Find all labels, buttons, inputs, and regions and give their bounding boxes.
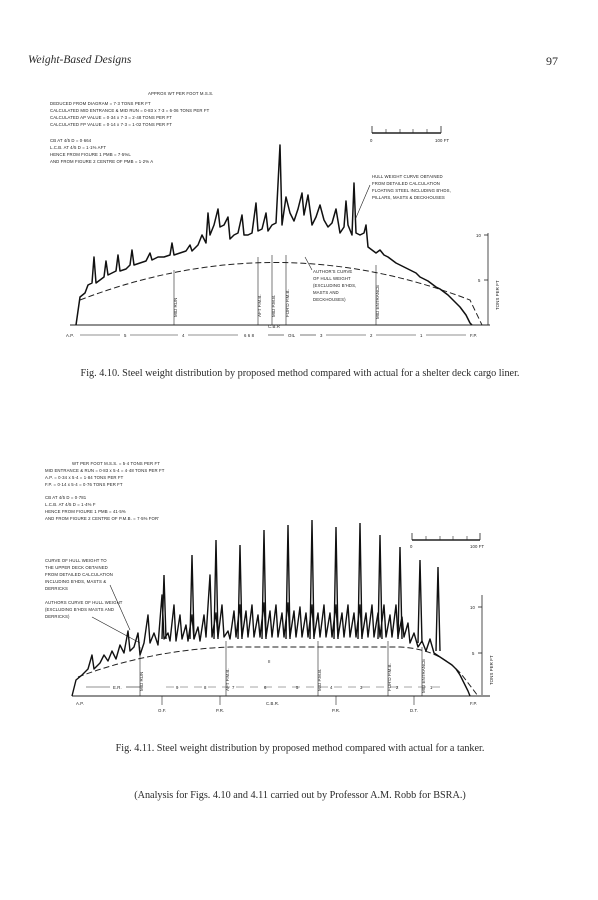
page-number: 97 [546, 54, 558, 68]
label-ap: A.P. [76, 701, 84, 706]
scale-zero: 0 [410, 544, 413, 549]
svg-text:6 6 8: 6 6 8 [244, 333, 255, 338]
label-ap: A.P. [66, 333, 74, 338]
running-head: Weight-Based Designs [28, 54, 132, 66]
svg-text:E.R.: E.R. [113, 685, 122, 690]
note-3: CALCULATED MID ENTRANCE & MID RUN = 0·83 x 7·3 = 6·06 TONS PER FT [50, 108, 210, 113]
svg-text:D.T.: D.T. [410, 708, 419, 713]
y-tick-5: 5 [478, 278, 481, 283]
y-axis [470, 595, 494, 695]
svg-text:O.F.: O.F. [158, 708, 167, 713]
svg-text:1: 1 [430, 685, 433, 690]
y-axis-label: TONS PER FT [489, 655, 494, 685]
note-1: APPROX WT PER FOOT M.S.S. [148, 91, 214, 96]
svg-text:OIL: OIL [288, 333, 296, 338]
label-cbr: C.B.R [268, 324, 280, 329]
station-mid-pmb: MID P.M.B. [317, 668, 322, 691]
actual-hull-curve [72, 575, 470, 696]
svg-text:5: 5 [124, 333, 127, 338]
compartment-scale [76, 685, 477, 713]
scale-zero: 0 [370, 138, 373, 143]
station-mid-pmb: MID P.M.B. [271, 294, 276, 317]
note-2: MID ENTRANCE & RUN = 0·83 x 5·4 = 4·48 TONS PER FT [45, 468, 165, 473]
scale-end: 100 FT [435, 138, 450, 143]
y-axis [476, 233, 500, 325]
author-curve [78, 647, 478, 696]
station-mid-run: MID RUN [139, 671, 144, 691]
svg-text:2: 2 [396, 685, 399, 690]
svg-text:(EXCLUDING B'HDS,: (EXCLUDING B'HDS, [313, 283, 357, 288]
svg-text:MASTS AND: MASTS AND [313, 290, 339, 295]
note-5: CALCULATED FP VALUE = 0·14 x 7·3 = 1·02 TONS PER FT [50, 122, 172, 127]
station-mid-entrance: MID ENTRANCE [421, 658, 426, 693]
annotation-hull-curve [355, 174, 451, 220]
note-3: A.P. = 0·34 x 5·4 = 1·84 TONS PER FT [45, 475, 124, 480]
svg-text:5: 5 [296, 685, 299, 690]
svg-text:8: 8 [204, 685, 207, 690]
svg-text:OF HULL WEIGHT: OF HULL WEIGHT [313, 276, 351, 281]
figure-4-10 [0, 85, 598, 345]
note-8: HENCE FROM FIGURE 1 PMB = 7·5%L [50, 152, 131, 157]
svg-text:HULL WEIGHT CURVE OBTAINED: HULL WEIGHT CURVE OBTAINED [372, 174, 443, 179]
y-tick-10: 10 [476, 233, 481, 238]
svg-text:3: 3 [360, 685, 363, 690]
svg-text:4: 4 [182, 333, 185, 338]
svg-text:6: 6 [264, 685, 267, 690]
label-fp: F.P. [470, 333, 478, 338]
station-mid-entrance: MID ENTRANCE [375, 284, 380, 319]
svg-text:4: 4 [330, 685, 333, 690]
note-4: CALCULATED AP VALUE = 0·34 x 7·3 = 2·48 TONS PER FT [50, 115, 172, 120]
svg-text:DERRICKS): DERRICKS) [45, 614, 70, 619]
note-7: HENCE FROM FIGURE 1 PMB = 41·5% [45, 509, 126, 514]
svg-text:C.B.R.: C.B.R. [266, 701, 280, 706]
svg-text:P.R.: P.R. [216, 708, 225, 713]
annotation-hull-curve [45, 558, 130, 630]
svg-text:DERRICKS: DERRICKS [45, 586, 69, 591]
midship-mark: II [268, 659, 271, 664]
scale-bar [370, 126, 449, 143]
svg-text:FLOATING STEEL INCLUDING B'HDS: FLOATING STEEL INCLUDING B'HDS, [372, 188, 451, 193]
svg-text:FROM DETAILED CALCULATION: FROM DETAILED CALCULATION [372, 181, 440, 186]
svg-text:7: 7 [232, 685, 235, 690]
svg-text:FROM DETAILED CALCULATION: FROM DETAILED CALCULATION [45, 572, 113, 577]
figure-4-11 [0, 455, 598, 730]
note-6: L.C.B. AT 4/5 D = 1·4% F [45, 502, 96, 507]
scale-end: 100 FT [470, 544, 485, 549]
compartment-scale [66, 324, 477, 338]
svg-text:INCLUDING B'HDS, MASTS &: INCLUDING B'HDS, MASTS & [45, 579, 107, 584]
scale-bar [410, 533, 484, 549]
author-curve [80, 263, 482, 326]
label-fp: F.P. [470, 701, 478, 706]
station-mid-run: MID RUN [173, 297, 178, 317]
svg-text:CURVE OF HULL WEIGHT TO: CURVE OF HULL WEIGHT TO [45, 558, 107, 563]
figure-4-11-notes [45, 461, 165, 521]
svg-text:1: 1 [420, 333, 423, 338]
svg-text:P.R.: P.R. [332, 708, 341, 713]
note-7: L.C.B. AT 4/5 D = 1·1% AFT [50, 145, 107, 150]
note-9: AND FROM FIGURE 2 CENTRE OF PMB = 1·2% A [50, 159, 154, 164]
svg-text:AUTHORS CURVE OF HULL WEIGHT: AUTHORS CURVE OF HULL WEIGHT [45, 600, 123, 605]
note-5: CB AT 4/5 D = 0·781 [45, 495, 87, 500]
station-aft-pmb: AFT P.M.B. [225, 668, 230, 691]
y-axis-label: TONS PER FT [495, 280, 500, 310]
station-ford-pmb: FOR'D P.M.B. [387, 663, 392, 691]
note-8: AND FROM FIGURE 2 CENTRE OF P.M.B. = 7·5% FOR' [45, 516, 160, 521]
note-2: DEDUCED FROM DIAGRAM = 7·3 TONS PER FT [50, 101, 151, 106]
note-6: CB AT 4/5 D = 0·664 [50, 138, 92, 143]
note-4: F.P. = 0·14 x 5·4 = 0·76 TONS PER FT [45, 482, 123, 487]
svg-text:(EXCLUDING B'HDS MASTS AND: (EXCLUDING B'HDS MASTS AND [45, 607, 115, 612]
annotation-author-curve [45, 600, 140, 643]
station-ford-pmb: FOR'D P.M.B. [285, 289, 290, 317]
y-tick-10: 10 [470, 605, 475, 610]
svg-text:AUTHOR'S CURVE: AUTHOR'S CURVE [313, 269, 353, 274]
figure-4-11-caption: Fig. 4.11. Steel weight distribution by proposed method compared with actual for a tanker. [115, 743, 485, 754]
y-tick-5: 5 [472, 651, 475, 656]
svg-text:DECKHOUSES): DECKHOUSES) [313, 297, 346, 302]
figure-4-10-diagram [0, 85, 598, 345]
svg-text:THE UPPER DECK OBTAINED: THE UPPER DECK OBTAINED [45, 565, 108, 570]
note-1: WT PER FOOT M.S.S. = 5·4 TONS PER FT [72, 461, 160, 466]
figure-4-10-caption: Fig. 4.10. Steel weight distribution by proposed method compared with actual for a shelter deck cargo liner. [80, 368, 520, 379]
svg-text:3: 3 [320, 333, 323, 338]
svg-text:9: 9 [176, 685, 179, 690]
figure-4-10-notes [50, 91, 213, 164]
station-aft-pmb: AFT P.M.B. [257, 294, 262, 317]
svg-text:PILLARS, MASTS & DECKHOUSES: PILLARS, MASTS & DECKHOUSES [372, 195, 445, 200]
analysis-credit: (Analysis for Figs. 4.10 and 4.11 carried out by Professor A.M. Robb for BSRA.) [134, 790, 466, 801]
station-lines [173, 255, 380, 325]
svg-text:2: 2 [370, 333, 373, 338]
figure-4-11-diagram [0, 455, 598, 730]
station-lines [139, 641, 426, 696]
